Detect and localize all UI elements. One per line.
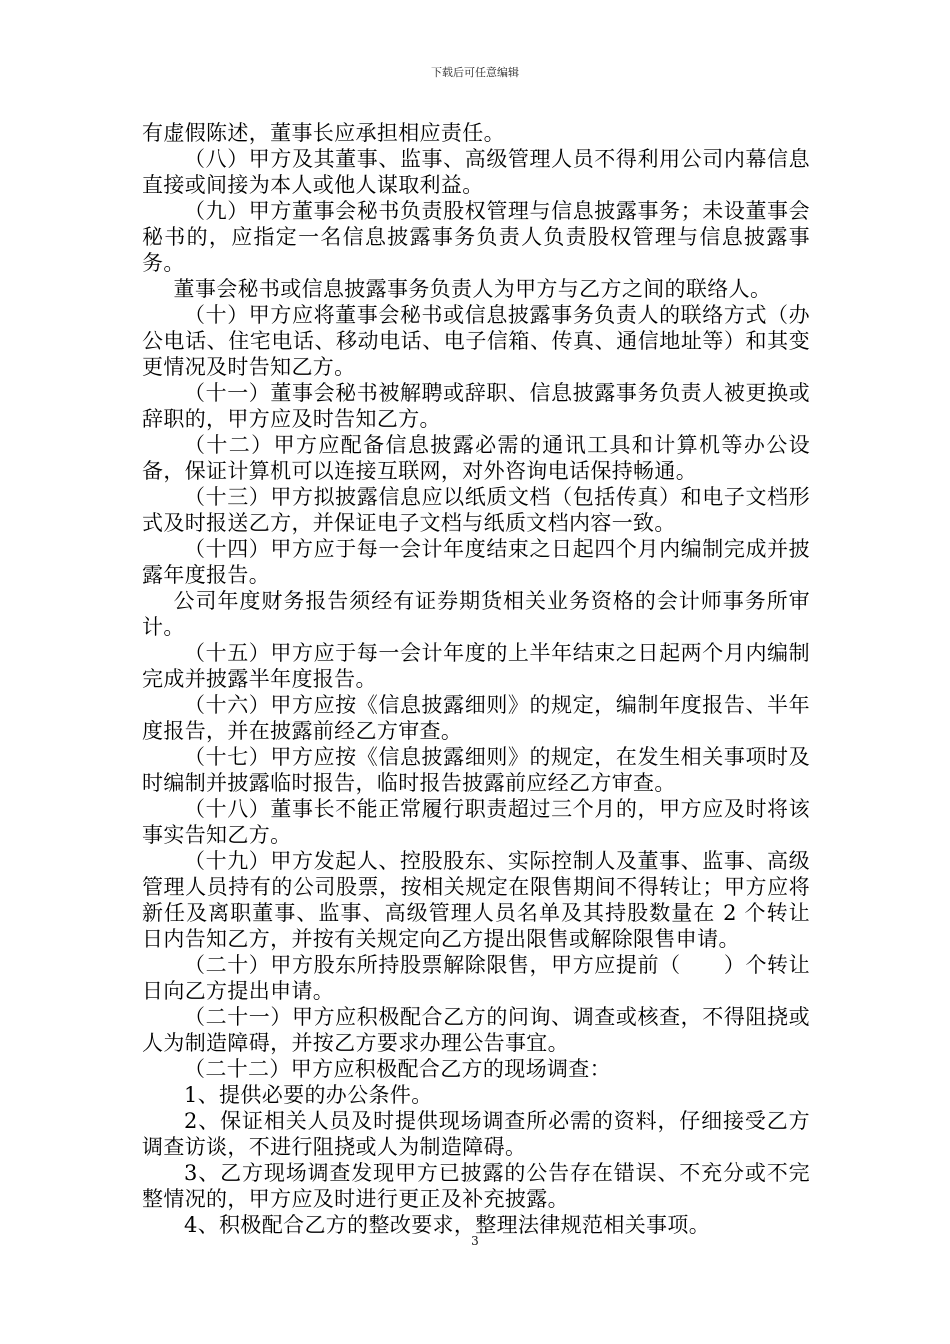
paragraph-annual-audit: 公司年度财务报告须经有证券期货相关业务资格的会计师事务所审计。 — [142, 589, 810, 639]
paragraph-clause-21: （二十一）甲方应积极配合乙方的问询、调查或核查，不得阻挠或人为制造障碍，并按乙方要求办理公告事宜。 — [142, 1005, 810, 1055]
list-item-3: 3、乙方现场调查发现甲方已披露的公告存在错误、不充分或不完整情况的，甲方应及时进行更正及补充披露。 — [142, 1161, 810, 1211]
paragraph-liaison: 董事会秘书或信息披露事务负责人为甲方与乙方之间的联络人。 — [173, 277, 772, 301]
paragraph-clause-15: （十五）甲方应于每一会计年度的上半年结束之日起两个月内编制完成并披露半年度报告。 — [142, 641, 810, 691]
paragraph-clause-13: （十三）甲方拟披露信息应以纸质文档（包括传真）和电子文档形式及时报送乙方，并保证电子文档与纸质文档内容一致。 — [142, 485, 810, 535]
paragraph-clause-20: （二十）甲方股东所持股票解除限售，甲方应提前（ ）个转让日向乙方提出申请。 — [142, 953, 810, 1003]
list-item-1: 1、提供必要的办公条件。 — [184, 1083, 433, 1107]
paragraph-continuation: 有虚假陈述，董事长应承担相应责任。 — [142, 121, 505, 145]
paragraph-clause-10: （十）甲方应将董事会秘书或信息披露事务负责人的联络方式（办公电话、住宅电话、移动电话、电子信箱、传真、通信地址等）和其变更情况及时告知乙方。 — [142, 303, 810, 379]
paragraph-clause-9: （九）甲方董事会秘书负责股权管理与信息披露事务；未设董事会秘书的，应指定一名信息披露事务负责人负责股权管理与信息披露事务。 — [142, 199, 810, 275]
paragraph-clause-19: （十九）甲方发起人、控股股东、实际控制人及董事、监事、高级管理人员持有的公司股票，按相关规定在限售期间不得转让；甲方应将新任及离职董事、监事、高级管理人员名单及其持股数量在 2 个转让日内告知乙方，并按有关规定向乙方提出限售或解除限售申请。 — [142, 849, 810, 951]
paragraph-clause-14: （十四）甲方应于每一会计年度结束之日起四个月内编制完成并披露年度报告。 — [142, 537, 810, 587]
document-body — [142, 120, 810, 1238]
page-header-note: 下载后可任意编辑 — [431, 66, 519, 79]
paragraph-clause-18: （十八）董事长不能正常履行职责超过三个月的，甲方应及时将该事实告知乙方。 — [142, 797, 810, 847]
paragraph-clause-12: （十二）甲方应配备信息披露必需的通讯工具和计算机等办公设备，保证计算机可以连接互联网，对外咨询电话保持畅通。 — [142, 433, 810, 483]
paragraph-clause-17: （十七）甲方应按《信息披露细则》的规定，在发生相关事项时及时编制并披露临时报告，临时报告披露前应经乙方审查。 — [142, 745, 810, 795]
paragraph-clause-8: （八）甲方及其董事、监事、高级管理人员不得利用公司内幕信息直接或间接为本人或他人谋取利益。 — [142, 147, 810, 197]
paragraph-clause-16: （十六）甲方应按《信息披露细则》的规定，编制年度报告、半年度报告，并在披露前经乙方审查。 — [142, 693, 810, 743]
list-item-4: 4、积极配合乙方的整改要求，整理法律规范相关事项。 — [184, 1213, 711, 1237]
list-item-2: 2、保证相关人员及时提供现场调查所必需的资料，仔细接受乙方调查访谈，不进行阻挠或人为制造障碍。 — [142, 1109, 810, 1159]
paragraph-clause-11: （十一）董事会秘书被解聘或辞职、信息披露事务负责人被更换或辞职的，甲方应及时告知乙方。 — [142, 381, 810, 431]
paragraph-clause-22: （二十二）甲方应积极配合乙方的现场调查： — [184, 1057, 611, 1081]
page-number: 3 — [471, 1234, 479, 1248]
